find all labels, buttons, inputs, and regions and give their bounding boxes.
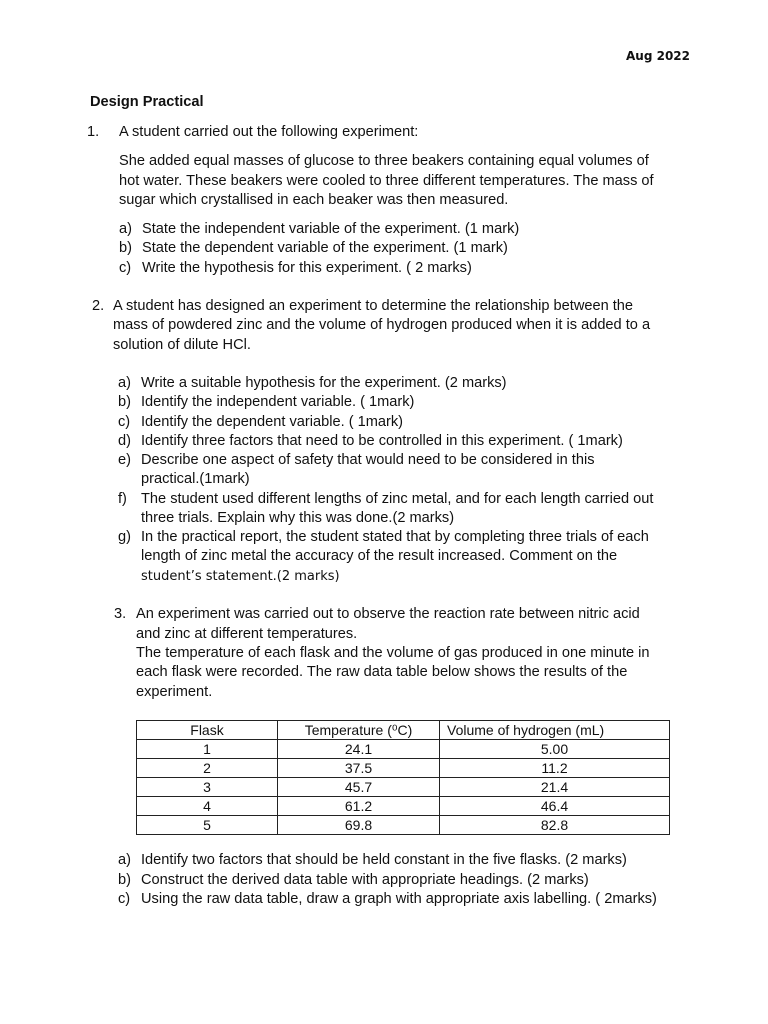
cell-temperature: 45.7 — [278, 778, 440, 797]
item-label: f) — [118, 491, 127, 507]
q3-number: 3. — [114, 606, 127, 622]
cell-volume: 21.4 — [440, 778, 670, 797]
cell-flask: 1 — [137, 740, 278, 759]
item-text: practical.(1mark) — [141, 471, 250, 487]
cell-temperature: 69.8 — [278, 816, 440, 835]
item-text: Construct the derived data table with appropriate headings. (2 marks) — [141, 872, 589, 888]
item-label: a) — [118, 852, 131, 868]
item-label: c) — [118, 414, 131, 430]
table-row — [137, 778, 670, 797]
column-header-flask: Flask — [137, 721, 278, 740]
item-text: three trials. Explain why this was done.(2 marks) — [141, 510, 455, 526]
q3-line: experiment. — [136, 684, 213, 700]
item-label: b) — [118, 872, 131, 888]
column-header-temperature: Temperature (⁰C) — [278, 721, 440, 740]
cell-volume: 46.4 — [440, 797, 670, 816]
item-text: State the dependent variable of the experiment. (1 mark) — [142, 240, 508, 256]
item-text: Identify the independent variable. ( 1mark) — [141, 394, 415, 410]
item-text: Write the hypothesis for this experiment. ( 2 marks) — [142, 260, 472, 276]
item-label: c) — [119, 260, 132, 276]
q3-line: each flask were recorded. The raw data table below shows the results of the — [136, 664, 628, 680]
item-text: Identify three factors that need to be controlled in this experiment. ( 1mark) — [141, 433, 623, 449]
q2-number: 2. — [92, 298, 105, 314]
item-label: e) — [118, 452, 131, 468]
q1-paragraph-line: She added equal masses of glucose to three beakers containing equal volumes of — [119, 153, 649, 169]
cell-flask: 2 — [137, 759, 278, 778]
item-label: a) — [118, 375, 131, 391]
table-row — [137, 797, 670, 816]
table-row — [137, 759, 670, 778]
document-date: Aug 2022 — [626, 49, 690, 63]
item-text: In the practical report, the student stated that by completing three trials of each — [141, 529, 649, 545]
table-row — [137, 740, 670, 759]
cell-volume: 11.2 — [440, 759, 670, 778]
cell-flask: 3 — [137, 778, 278, 797]
table-header-row — [137, 721, 670, 740]
cell-temperature: 37.5 — [278, 759, 440, 778]
item-label: c) — [118, 891, 131, 907]
cell-flask: 5 — [137, 816, 278, 835]
cell-flask: 4 — [137, 797, 278, 816]
q1-paragraph-line: hot water. These beakers were cooled to three different temperatures. The mass of — [119, 173, 654, 189]
raw-data-table — [136, 720, 670, 835]
item-text: length of zinc metal the accuracy of the result increased. Comment on the — [141, 548, 618, 564]
item-label: b) — [118, 394, 131, 410]
cell-temperature: 24.1 — [278, 740, 440, 759]
q1-paragraph-line: sugar which crystallised in each beaker was then measured. — [119, 192, 509, 208]
item-text: Identify two factors that should be held constant in the five flasks. (2 marks) — [141, 852, 627, 868]
q2-line: A student has designed an experiment to determine the relationship between the — [113, 298, 634, 314]
item-text: Write a suitable hypothesis for the experiment. (2 marks) — [141, 375, 507, 391]
cell-volume: 82.8 — [440, 816, 670, 835]
item-text: Using the raw data table, draw a graph with appropriate axis labelling. ( 2marks) — [141, 891, 657, 907]
table-row — [137, 816, 670, 835]
q1-number: 1. — [87, 124, 100, 140]
item-text: State the independent variable of the experiment. (1 mark) — [142, 221, 520, 237]
q3-line: and zinc at different temperatures. — [136, 626, 358, 642]
column-header-volume: Volume of hydrogen (mL) — [440, 721, 670, 740]
cell-temperature: 61.2 — [278, 797, 440, 816]
page-title: Design Practical — [90, 94, 204, 110]
q2-line: mass of powdered zinc and the volume of hydrogen produced when it is added to a — [113, 317, 651, 333]
q3-line: An experiment was carried out to observe the reaction rate between nitric acid — [136, 606, 640, 622]
item-text: Identify the dependent variable. ( 1mark) — [141, 414, 404, 430]
q2-line: solution of dilute HCl. — [113, 337, 251, 353]
q3-line: The temperature of each flask and the volume of gas produced in one minute in — [136, 645, 650, 661]
item-label: d) — [118, 433, 131, 449]
cell-volume: 5.00 — [440, 740, 670, 759]
item-label: a) — [119, 221, 132, 237]
item-text: student’s statement.(2 marks) — [141, 569, 340, 584]
item-label: b) — [119, 240, 132, 256]
item-text: The student used different lengths of zinc metal, and for each length carried out — [141, 491, 654, 507]
item-label: g) — [118, 529, 131, 545]
q1-intro: A student carried out the following experiment: — [119, 124, 419, 140]
item-text: Describe one aspect of safety that would need to be considered in this — [141, 452, 595, 468]
